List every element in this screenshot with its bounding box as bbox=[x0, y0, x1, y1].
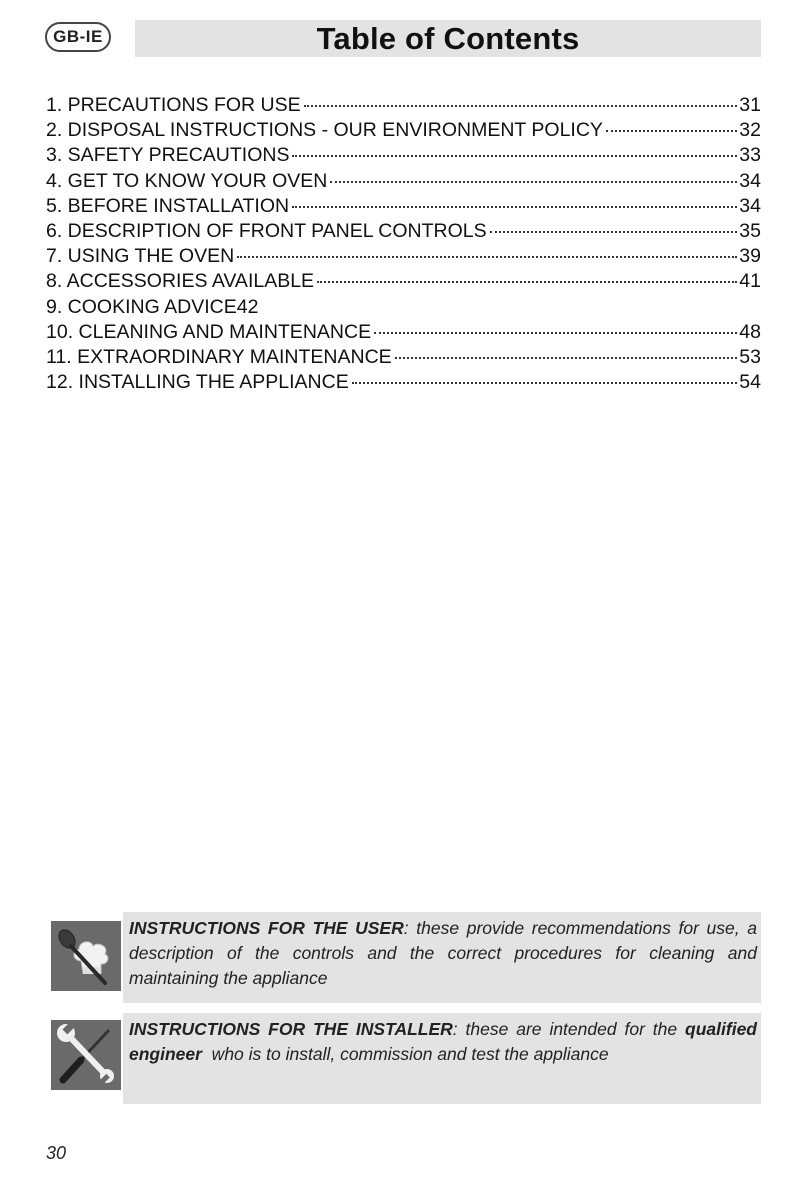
toc-page-number: 34 bbox=[739, 194, 761, 217]
toc-entry-using-oven[interactable] bbox=[46, 244, 761, 269]
toc-leader bbox=[490, 230, 738, 233]
toc-label: 6. DESCRIPTION OF FRONT PANEL CONTROLS bbox=[46, 219, 487, 242]
toc-leader bbox=[292, 205, 737, 208]
table-of-contents bbox=[46, 93, 761, 395]
user-instructions-note bbox=[123, 912, 761, 1003]
page-title: Table of Contents bbox=[316, 20, 580, 56]
toc-label: 7. USING THE OVEN bbox=[46, 245, 235, 268]
toc-label: 10. CLEANING AND MAINTENANCE bbox=[46, 320, 372, 343]
user-note-heading: INSTRUCTIONS FOR THE USER bbox=[129, 918, 404, 938]
toc-label: 1. PRECAUTIONS FOR USE bbox=[46, 94, 301, 116]
toc-entry-safety[interactable] bbox=[46, 143, 761, 168]
toc-page-number: 54 bbox=[739, 371, 761, 394]
wrench-screwdriver-icon bbox=[51, 1020, 121, 1090]
toc-page-number: 41 bbox=[739, 270, 761, 293]
toc-label: 5. BEFORE INSTALLATION bbox=[46, 194, 290, 217]
toc-leader bbox=[352, 381, 738, 384]
toc-leader bbox=[237, 255, 737, 258]
toc-label: 12. INSTALLING THE APPLIANCE bbox=[46, 371, 349, 394]
toc-label: 4. GET TO KNOW YOUR OVEN bbox=[46, 169, 328, 192]
installer-note-heading: INSTRUCTIONS FOR THE INSTALLER bbox=[129, 1019, 453, 1039]
toc-page-number: 31 bbox=[739, 94, 761, 116]
toc-leader bbox=[395, 356, 738, 359]
toc-leader bbox=[317, 280, 737, 283]
spoon-chef-hat-icon bbox=[51, 921, 121, 991]
toc-leader bbox=[330, 180, 737, 183]
title-bar bbox=[135, 20, 761, 57]
toc-entry-cooking-advice[interactable] bbox=[46, 295, 761, 320]
toc-leader bbox=[292, 154, 737, 157]
toc-label: 3. SAFETY PRECAUTIONS bbox=[46, 144, 290, 167]
toc-entry-precautions[interactable] bbox=[46, 93, 761, 118]
toc-leader bbox=[374, 331, 737, 334]
user-note-text: : these provide recommendations for use, a description of the controls and the correct procedures for cleaning and maintaining the appliance bbox=[129, 918, 757, 988]
language-badge: GB-IE bbox=[45, 22, 111, 52]
installer-note-text: : these are intended for the bbox=[452, 1019, 686, 1039]
installer-instructions-note bbox=[123, 1013, 761, 1104]
toc-entry-disposal[interactable] bbox=[46, 118, 761, 143]
toc-entry-cleaning[interactable] bbox=[46, 320, 761, 345]
toc-page-number: 42 bbox=[236, 295, 259, 318]
toc-entry-installing[interactable] bbox=[46, 370, 761, 395]
toc-entry-before-installation[interactable] bbox=[46, 194, 761, 219]
toc-label: 8. ACCESSORIES AVAILABLE bbox=[46, 270, 315, 293]
toc-entry-accessories[interactable] bbox=[46, 269, 761, 294]
toc-label: 9. COOKING ADVICE bbox=[46, 295, 237, 318]
toc-entry-extraordinary[interactable] bbox=[46, 345, 761, 370]
toc-leader bbox=[304, 104, 738, 107]
installer-note-emphasis: qualified engineer bbox=[129, 1019, 757, 1064]
toc-page-number: 34 bbox=[739, 169, 761, 192]
toc-page-number: 33 bbox=[739, 144, 761, 167]
toc-label: 11. EXTRAORDINARY MAINTENANCE bbox=[46, 345, 392, 368]
toc-entry-know-oven[interactable] bbox=[46, 169, 761, 194]
toc-label: 2. DISPOSAL INSTRUCTIONS - OUR ENVIRONMENT POLICY bbox=[46, 119, 603, 142]
toc-entry-front-panel[interactable] bbox=[46, 219, 761, 244]
toc-leader bbox=[606, 129, 737, 132]
toc-page-number: 39 bbox=[739, 245, 761, 268]
page-number: 30 bbox=[46, 1143, 67, 1163]
toc-page-number: 32 bbox=[739, 119, 761, 142]
toc-page-number: 53 bbox=[739, 345, 761, 368]
toc-page-number: 48 bbox=[739, 320, 761, 343]
installer-note-text-end: who is to install, commission and test the appliance bbox=[201, 1044, 609, 1064]
toc-page-number: 35 bbox=[739, 219, 761, 242]
